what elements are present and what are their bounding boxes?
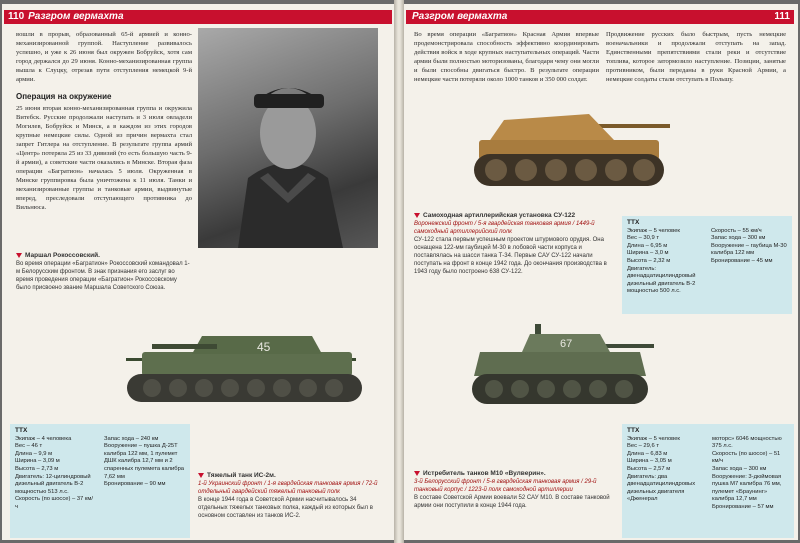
right-col2-text: Продвижение русских было быстрым, пусть немецкие военачальники и продолжали отступать на запад. Единственными препятствиями стали реки и отсутствие топлива, которое затормозило наступление. Позиции, занятые противником, были переданы в руки Красной Армии, а немецкие солдаты стали отступать в Польшу. bbox=[606, 31, 786, 83]
m10-caption-sub: 3-й Белорусский фронт / 5-я гвардейская танковая армия / 29-й танковый корпус / 1223-й полк самоходной артиллерии bbox=[414, 479, 597, 493]
m10-drawing bbox=[460, 320, 660, 420]
book-gutter bbox=[394, 0, 404, 543]
ttx2-col1: Экипаж – 5 человек Вес – 29,6 т Длина – 6,83 м Ширина – 3,05 м Высота – 2,57 м Двигатель: два двенадцатицилиндровых дизельных двигателя «Дженерал bbox=[627, 435, 696, 503]
m10-illustration bbox=[460, 320, 660, 420]
ttx2-heading: ТТХ bbox=[627, 427, 640, 434]
su122-drawing bbox=[464, 94, 674, 204]
m10-caption-text: В составе Советской Армии воевали 52 САУ M10. В составе танковой армии они поступили в конце 1944 года. bbox=[414, 495, 610, 509]
right-page-number: 111 bbox=[774, 11, 790, 22]
tank-caption bbox=[198, 472, 386, 520]
ttx-col1: Экипаж – 4 человека Вес – 46 т Длина – 9,9 м Ширина – 3,09 м Высота – 2,73 м Двигатель: 12-цилиндровый дизельный двигатель В-2 мощностью 513 л.с. Скорость (по шоссе) – 37 км/ч bbox=[15, 435, 94, 510]
m10-caption-title: Истребитель танков M10 «Вулверин». bbox=[423, 470, 546, 477]
ttx-col2: Запас хода – 240 км Вооружение – пушка Д-25Т калибра 122 мм, 1 пулемет ДШК калибра 12,7 мм и 2 спаренных пулемета калибра 7,62 мм Бронирование – 90 мм bbox=[104, 435, 185, 488]
photo-caption-text: Во время операции «Багратион» Рокоссовский командовал 1-м Белорусским фронтом. В знак признания его заслуг во время проведения операции «Багратион» Рокоссовскому было присвоено звание Маршала Советского Союза. bbox=[16, 261, 190, 291]
caption-marker-icon bbox=[16, 253, 22, 258]
su122-caption bbox=[414, 212, 619, 276]
su122-illustration bbox=[464, 94, 674, 204]
right-running-title: Разгром вермахта bbox=[412, 11, 508, 22]
photo-caption-title: Маршал Рокоссовский. bbox=[25, 252, 100, 259]
ttx2-col2: моторс» 6046 мощностью 375 л.с. Скорость (по шоссе) – 51 км/ч Запас хода – 300 км Вооружение: 3-дюймовая пушка M7 калибра 76 мм, пулемет «Браунинг» калибра 12,7 мм Бронирование – 57 мм bbox=[712, 435, 782, 510]
right-page bbox=[404, 4, 798, 540]
m10-number-label: 67 bbox=[560, 338, 573, 350]
ttx1-col2: Скорость – 55 км/ч Запас хода – 300 км Вооружение – гаубица М-30 калибра 122 мм Бронирование – 45 мм bbox=[711, 227, 787, 264]
left-page-number: 110 bbox=[8, 11, 25, 22]
tank-caption-text: В конце 1944 года в Советской Армии насчитывалось 34 отдельных тяжелых танковых полка, каждый из которых был в основном составлен из танков ИС-2. bbox=[198, 497, 373, 519]
ttx-heading: ТТХ bbox=[15, 427, 28, 434]
tank-caption-sub: 1-й Украинский фронт / 1-я гвардейская танковая армия / 72-й отдельный гвардейский тяжелый танковый полк bbox=[198, 481, 378, 495]
su122-caption-title: Самоходная артиллерийская установка СУ-122 bbox=[423, 212, 576, 219]
tank-drawing bbox=[112, 322, 372, 417]
m10-caption bbox=[414, 470, 619, 510]
section-heading: Операция на окружение bbox=[16, 92, 112, 101]
portrait-figure bbox=[198, 28, 378, 248]
caption-marker-icon bbox=[414, 213, 420, 218]
ttx-box-su122 bbox=[622, 216, 792, 314]
left-intro-text: вошли в прорыв, образованный 65-й армией и конно-механизированной группой. Наступление развивалось успешно, и уже к 26 июня был окружен Бобруйск, хотя сам город держался до 29 июня. Конно-механизированная группа вышла к Слуцку, отрезав пути отступления немецкой 9-й армии. bbox=[16, 31, 192, 83]
caption-marker-icon bbox=[198, 473, 204, 478]
left-header bbox=[4, 10, 392, 24]
caption-marker-icon bbox=[414, 471, 420, 476]
section-text: 25 июня вторая конно-механизированная группа и окружила Витебск. Русские продолжали наступать и 3 июля овладели Могилев, Бобруйск и Минск, а в каждом из этих городов крупные немецкие силы. Одной из причин вермахта стал запрет Гитлера на отступление. В результате группа армий «Центр» потеряла 25 из 33 дивизий (то есть большую часть 9-й армии), а советские части оказались в Минске. Вторая фаза операции «Багратион» началась 5 июля. Окруженная в Минске группировка была уничтожена к 11 июля. Танки и механизированные группы и танковые армии, выдвинутые вперед, преследовали отступающего противника до Вильнюса. bbox=[16, 105, 192, 211]
right-header bbox=[406, 10, 794, 24]
photo-caption bbox=[16, 252, 192, 292]
su122-caption-sub: Воронежский фронт / 5-я гвардейская танковая армия / 1449-й самоходный артиллерийский полк bbox=[414, 221, 595, 235]
ttx-box-m10 bbox=[622, 424, 794, 538]
su122-caption-text: СУ-122 стала первым успешным проектом штурмового орудия. Она оснащена 122-мм гаубицей М-30 в лобовой части корпуса и поставлялась на шасси танка Т-34. Первые САУ СУ-122 начали поступать на фронт в конце 1942 года. До окончания производства в 1943 году было построено 638 СУ-122. bbox=[414, 237, 607, 275]
left-running-title: Разгром вермахта bbox=[28, 11, 124, 22]
ttx1-heading: ТТХ bbox=[627, 219, 640, 226]
left-page bbox=[2, 4, 394, 540]
right-col1-text: Во время операции «Багратион» Красная Армия впервые продемонстрировала способность эффективно координировать действия войск в ходе крупных наступательных операций. Части армии были полностью моторизованы, благодаря чему они могли и были способны двигаться быстро. В результате операции немецкие части потеряли около 1000 танков и 350 000 солдат. bbox=[414, 31, 599, 83]
rokossovsky-photo bbox=[198, 28, 378, 248]
ttx-box-is2 bbox=[10, 424, 190, 538]
tank-number-label: 45 bbox=[257, 340, 271, 354]
tank-caption-title: Тяжелый танк ИС-2м. bbox=[207, 472, 276, 479]
is2-tank-illustration bbox=[112, 322, 372, 417]
ttx1-col1: Экипаж – 5 человек Вес – 30,9 т Длина – 6,95 м Ширина – 3,0 м Высота – 2,32 м Двигатель: двенадцатицилиндровый дизельный двигатель В-2 мощностью 500 л.с. bbox=[627, 227, 696, 295]
